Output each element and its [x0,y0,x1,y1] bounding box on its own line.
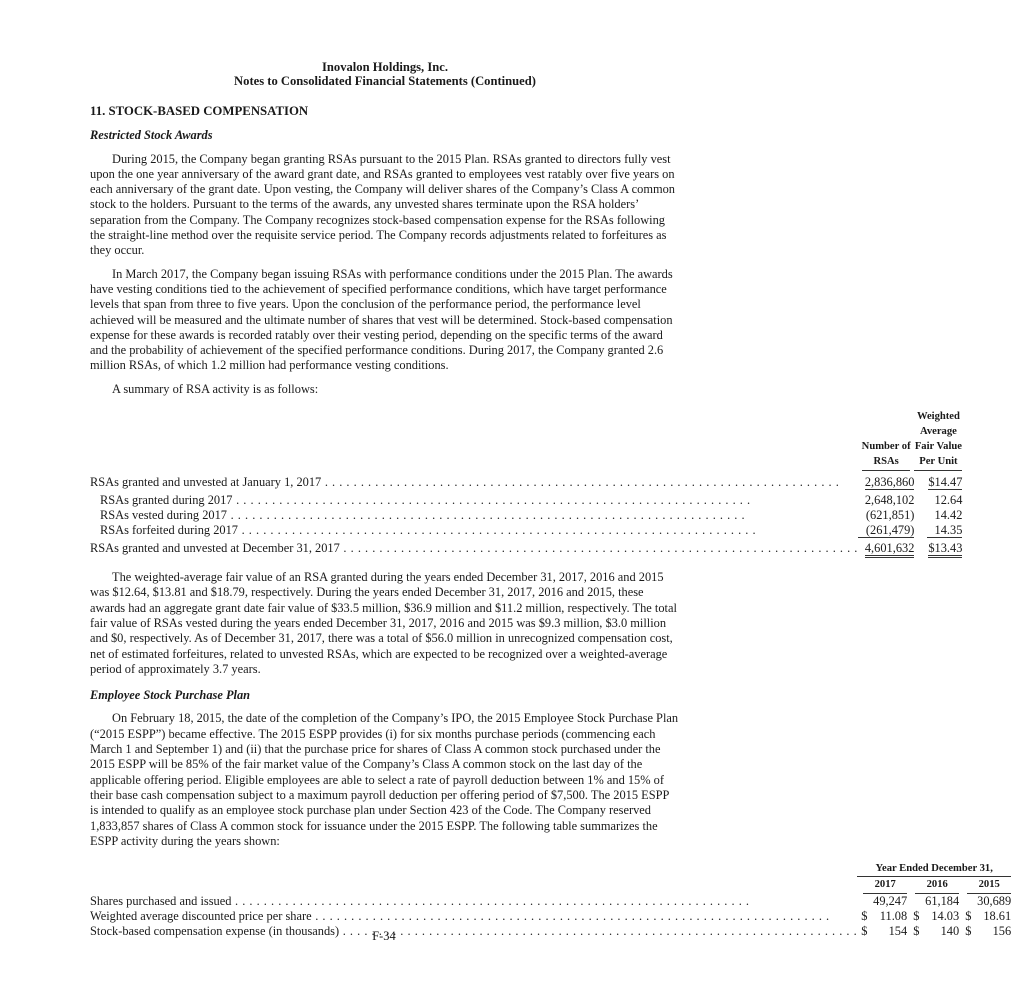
row-value-2016: 61,184 [925,894,960,909]
currency-symbol: $ [965,924,972,939]
row-value-2017: 49,247 [873,894,908,909]
espp-activity-table [90,861,1011,939]
table-row-total [90,541,962,556]
rsa-paragraph-2: In March 2017, the Company began issuing RSAs with performance conditions under the 2015 Plan. The awards have vesting conditions tied to the achievement of specified performance conditions, which have target performance levels that span from three to five years. Upon the conclusion of the performance period, the performance level achieved will be measured and the ultimate number of shares that vest will be determined. Stock-based compensation expense for these awards is recorded ratably over their vesting period, depending on the specific terms of the award and the probability of achievement of the specified performance conditions. During 2017, the Company granted 2.6 million RSAs, of which 1.2 million had performance vesting conditions. [90,266,673,373]
table-row [90,493,962,508]
col-header-number-line1: Number of [861,441,911,453]
table-row [90,475,962,490]
table-header-row [90,409,962,471]
col-header-value-line2: Average [919,426,957,438]
section-title: 11. STOCK-BASED COMPENSATION [90,104,309,118]
rsa-table-intro: A summary of RSA activity is as follows: [112,381,319,396]
row-value: $14.47 [928,475,963,490]
row-number: 4,601,632 [865,541,915,558]
row-number: (621,851) [865,508,915,523]
rsa-activity-table [90,409,962,556]
row-value-2015: 30,689 [977,894,1011,909]
col-header-value-line4: Per Unit [914,454,962,471]
row-value-2017: 11.08 [879,909,908,924]
row-value-2015: 18.61 [983,909,1011,924]
row-label: RSAs granted and unvested at December 31, 2017 [90,541,340,556]
rsa-paragraph-3: The weighted-average fair value of an RSA granted during the years ended December 31, 2017, 2016 and 2015 was $12.64, $13.81 and $18.79, respectively. During the years ended December 31, 2017, 2016 and 2015, these awards had an aggregate grant date fair value of $33.5 million, $36.9 million and $11.2 million, respectively. The total fair value of RSAs vested during the years ended December 31, 2017, 2016 and 2015 was $9.3 million, $3.0 million and $0, respectively. As of December 31, 2017, there was a total of $56.0 million in unrecognized compensation cost, net of estimated forfeitures, related to unvested RSAs, which are expected to be recognized over a weighted-average period of approximately 3.7 years. [90,570,677,676]
row-number: 2,836,860 [864,475,915,490]
col-header-value-line3: Fair Value [914,441,963,453]
company-name: Inovalon Holdings, Inc. [322,60,448,74]
row-value: $13.43 [928,541,962,558]
row-value-2016: 14.03 [931,909,960,924]
row-value-2016: 140 [940,924,960,939]
row-value-2017: 154 [888,924,908,939]
document-page [90,60,1011,939]
table-row [90,523,962,538]
row-value: 12.64 [934,493,963,508]
currency-symbol: $ [913,909,920,924]
table-row [90,894,1011,909]
currency-symbol: $ [965,909,972,924]
table-row [90,508,962,523]
page-number: F-34 [372,929,396,943]
row-label: RSAs vested during 2017 [100,508,228,523]
year-header-2015: 2015 [967,877,1011,894]
row-label: RSAs granted and unvested at January 1, 2017 [90,475,322,490]
year-header-2016: 2016 [915,877,959,894]
currency-symbol: $ [861,924,868,939]
row-label: Shares purchased and issued [90,894,232,909]
page-subtitle: Notes to Consolidated Financial Statements (Continued) [234,74,536,88]
rsa-paragraph-1: During 2015, the Company began granting RSAs pursuant to the 2015 Plan. RSAs granted to directors fully vest upon the one year anniversary of the award grant date, and RSAs granted to employees vest ratably over five years on each anniversary of the grant date. Upon vesting, the Company will deliver shares of the Company’s Class A common stock to the holders. Pursuant to the terms of the awards, any unvested shares terminate upon the RSA holders’ separation from the Company. The Company recognizes stock-based compensation expense for the RSAs following the straight-line method over the requisite service period. The Company records adjustments related to forfeitures as they occur. [90,151,675,258]
row-label: RSAs granted during 2017 [100,493,233,508]
row-label: RSAs forfeited during 2017 [100,523,239,538]
year-header-2017: 2017 [863,877,907,894]
row-label: Weighted average discounted price per share [90,909,312,924]
col-header-value-line1: Weighted [916,411,960,423]
espp-paragraph-1: On February 18, 2015, the date of the completion of the Company’s IPO, the 2015 Employee Stock Purchase Plan (“2015 ESPP”) became effective. The 2015 ESPP provides (i) for six months purchase periods (commencing each March 1 and September 1) and (ii) that the purchase price for shares of Class A common stock purchased under the 2015 ESPP will be 85% of the fair market value of the Company’s Class A common stock on the last day of the applicable offering period. Eligible employees are able to select a rate of payroll deduction between 1% and 15% of their base cash compensation subject to a maximum payroll deduction per offering period of $7,500. The 2015 ESPP is intended to qualify as an employee stock purchase plan under Section 423 of the Code. The Company reserved 1,833,857 shares of Class A common stock for issuance under the 2015 ESPP. The following table summarizes the ESPP activity during the years shown: [90,711,679,848]
row-value-2015: 156 [992,924,1011,939]
row-label: Stock-based compensation expense (in thousands) [90,924,340,939]
row-value: 14.35 [927,523,963,538]
currency-symbol: $ [861,909,868,924]
year-group-header: Year Ended December 31, [857,861,1011,877]
currency-symbol: $ [913,924,920,939]
espp-heading: Employee Stock Purchase Plan [90,688,251,703]
rsa-heading: Restricted Stock Awards [90,128,213,143]
row-value: 14.42 [934,508,963,523]
row-number: 2,648,102 [864,493,915,508]
table-row [90,909,1011,924]
row-number: (261,479) [858,523,915,538]
col-header-number-line2: RSAs [862,454,910,471]
